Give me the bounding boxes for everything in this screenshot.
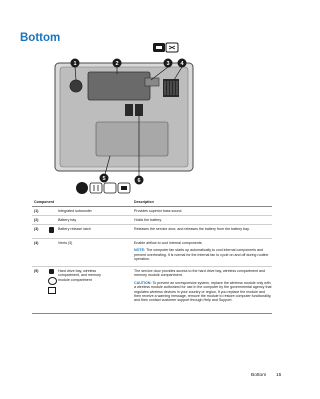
page-title: Bottom <box>20 32 61 44</box>
caution-text: To prevent an unresponsive system, replace the wireless module only with a wireless module authorized for use in the computer by the governmental agency that regulates wireless devices in your country or region. If you replace the module and then receive a warning message, remove the module to restore computer functionality, and then contact customer support through Help and Support. <box>134 280 272 303</box>
battery-latch-icons <box>153 43 178 52</box>
header-component: Component <box>34 200 54 204</box>
table-header <box>32 197 272 207</box>
row-component: Battery release latch <box>58 227 91 231</box>
table-row <box>32 239 272 267</box>
caution-label: CAUTION: <box>134 280 152 285</box>
row-number: (4) <box>34 241 39 245</box>
table-row <box>32 267 272 314</box>
table-row <box>32 216 272 225</box>
row-description: Enable airflow to cool internal components. <box>134 241 203 245</box>
callout-3-label: 3 <box>166 61 170 67</box>
row-description: Holds the battery. <box>134 218 162 222</box>
lock-icon <box>49 227 54 233</box>
hard-drive-icon <box>49 269 54 274</box>
row-number: (5) <box>34 269 39 273</box>
table-row <box>32 207 272 216</box>
row-description: Provides superior bass sound. <box>134 209 183 213</box>
wireless-icon <box>48 277 57 285</box>
row-number: (2) <box>34 218 39 222</box>
note-label: NOTE: <box>134 248 146 253</box>
callout-4-label: 4 <box>180 61 184 67</box>
row-note <box>134 248 272 261</box>
row-caution <box>134 281 272 303</box>
row-description: Releases the service door, and releases the battery from the battery bay. <box>134 227 250 231</box>
row-component: Battery bay <box>58 218 77 222</box>
page-number: 15 <box>276 373 282 378</box>
callout-5-label: 5 <box>102 176 106 182</box>
callout-2-label: 2 <box>115 61 119 67</box>
row-component: Hard drive bay, wireless compartment, and memory module compartment <box>58 269 101 282</box>
row-number: (1) <box>34 209 39 213</box>
table-row <box>32 225 272 239</box>
row-component: Integrated subwoofer <box>58 209 92 213</box>
callout-1-label: 1 <box>73 61 77 67</box>
callout-6-label: 6 <box>137 178 141 184</box>
row-component: Vents (3) <box>58 241 73 245</box>
row-number: (3) <box>34 227 39 231</box>
header-description: Description <box>134 200 154 204</box>
note-text: The computer fan starts up automatically to cool internal components and prevent overheating. It is normal for the internal fan to cycle on and off during routine operation. <box>134 248 269 262</box>
service-door-icons <box>76 182 130 194</box>
row-description: The service door provides access to the hard drive bay, wireless compartment and memory module compartment. <box>134 269 265 278</box>
memory-icon <box>48 287 56 294</box>
footer-label: Bottom <box>251 373 267 378</box>
